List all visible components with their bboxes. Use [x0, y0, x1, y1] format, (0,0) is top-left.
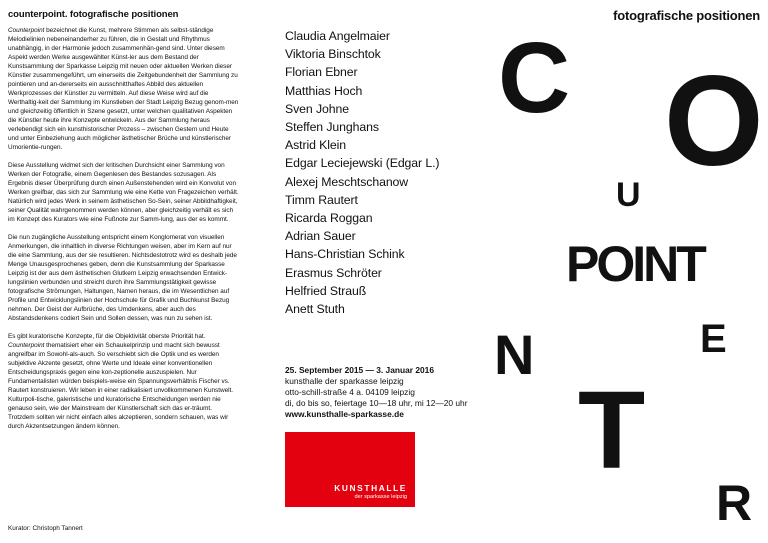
kunsthalle-logo: [285, 432, 415, 507]
artist-name: Claudia Angelmaier: [285, 29, 390, 43]
opening-hours: di, do bis so, feiertage 10—18 uhr, mi 12—20 uhr: [285, 398, 468, 408]
big-letter-c: C: [498, 22, 570, 134]
paragraph-1-text: bezeichnet die Kunst, mehrere Stimmen als selbst-ständige Melodielinien nebeneinanderher zu führen, die in Gestalt und Rhythmus unabhängig, in der Harmonie jedoch zusammenhän-gend sind. Unter diesem Aspekt werden Werke ausgewählter Künst-ler aus dem Bestand der Kunstsammlung der Sparkasse Leipzig mit neuen oder aktuellen Werken dieser Künstler zusammengeführt, um einerseits die Zeitgebundenheit der Sammlung zu pointieren und an-dererseits ein ausschnitthaftes Abbild des aktuellen Werkprozesses der Künstler zu vermitteln. Auf diese Weise wird auf die Werthaltig-keit der Sammlung im Kunstleben der Stadt Leipzig Bezug genom-men und gleichzeitig öffentlich in Szene gesetzt, unter welchen qualitativen Aspekten die Künstler heute ihre Konzepte entwickeln. Aus der Sammlung heraus verlebendigt sich ein kunsthistorischer Prozess – zwischen Gestern und Heute und unter Einbeziehung auch möglicher ästhetischer Brüche und künstlerischer Umorientie-rungen.: [8, 27, 239, 151]
artist-name: Erasmus Schröter: [285, 265, 382, 280]
artist-name: Anett Stuth: [285, 302, 345, 317]
website-link[interactable]: www.kunsthalle-sparkasse.de: [285, 409, 404, 419]
artist-name: Ricarda Roggan: [285, 211, 373, 226]
big-letter-t: T: [578, 369, 645, 492]
artist-name: Hans-Christian Schink: [285, 247, 405, 262]
exhibition-dates: 25. September 2015 — 3. Januar 2016: [285, 365, 434, 375]
artist-name: Matthias Hoch: [285, 83, 363, 98]
curator-credit: Kurator: Christoph Tannert: [8, 525, 83, 532]
cover-title: fotografische positionen: [613, 8, 760, 23]
big-letter-u: U: [616, 176, 640, 214]
paragraph-4-text-a: Es gibt kuratorische Konzepte, für die Objektivität oberste Priorität hat.: [8, 333, 206, 340]
artist-list: [285, 27, 485, 318]
intro-column: [8, 9, 240, 440]
big-letter-n: N: [494, 323, 534, 386]
venue-name: kunsthalle der sparkasse leipzig: [285, 376, 404, 386]
intro-title: counterpoint. fotografische positionen: [8, 9, 179, 20]
artist-name: Viktoria Binschtok: [285, 47, 381, 62]
counterpoint-italic: Counterpoint: [8, 27, 45, 34]
big-letter-o: O: [664, 50, 763, 193]
big-letter-e: E: [700, 317, 726, 361]
artist-name: Alexej Meschtschanow: [285, 174, 409, 189]
artist-name: Sven Johne: [285, 101, 349, 116]
paragraph-4-text-b: thematisiert eher ein Schaukelprinzip und macht sich bewusst angreifbar im Sowohl-als-auch. So verschiebt sich die Optik und es werden subjektive Akzente gesetzt, ohne Werte und Ideale einer konventionellen Entscheidungspraxis gegen eine kon-zeptionelle auszuspielen. Nur Fundamentalisten würden beispiels-weise ein Spannungsverhältnis Fischer vs. Rautert konstruieren. Wir leben in einer radikalisiert unvollkommenen Kunstwelt. Kulturpoli-tische, galeristische und kuratorische Entscheidungen werden nie genauso sein, wie der Mainstream der Künstlerschaft sich das er-träumt. Trotzdem sollten wir nicht einfach alles akzeptieren, sondern schauen, was wir durch Akzentsetzungen ändern können.: [8, 342, 234, 430]
logo-subtitle: der sparkasse leipzig: [354, 494, 407, 500]
artist-name: Helfried Strauß: [285, 283, 367, 298]
artist-name: Florian Ebner: [285, 65, 358, 80]
artist-name: Astrid Klein: [285, 138, 346, 153]
artist-name: Timm Rautert: [285, 192, 358, 207]
exhibition-info: [285, 365, 495, 420]
intro-paragraph-3: Die nun zugängliche Ausstellung entspricht einem Konglomerat von visuellen Anmerkungen, die inhaltlich in diverse Richtungen weisen, aber im Kern auf nur die eine Sammlung, aus der sie resultieren. Nichtsdestotrotz wird es deshalb jede Menge Unausgesprochenes geben, denn die Kunstsammlung der Sparkasse Leipzig ist der aus dem ästhetischen Glutkern Leipzig erwachsenden Entwick-lungslinien verbunden und streicht durch ihre Sammlungstätigkeit gewisse fotografische Strömungen, Haltungen, Namen heraus, die im Wesentlichen auf Profile und Entwicklungslinien der Hochschule für Grafik und Buchkunst Bezug nehmen. Der Geist der Aufbrüche, des Umdenkens, aber auch des Abstandsdenkens codiert Sein und Sollen dessen, was nun zu sehen ist.: [8, 234, 237, 322]
intro-paragraph-4: [8, 332, 240, 431]
big-word-point: POINT: [566, 236, 704, 292]
counterpoint-italic-2: Counterpoint: [8, 342, 45, 349]
logo-name: KUNSTHALLE: [334, 483, 407, 493]
artist-name: Edgar Leciejewski (Edgar L.): [285, 156, 440, 171]
big-letter-r: R: [716, 475, 752, 531]
intro-paragraph-2: Diese Ausstellung widmet sich der kritischen Durchsicht einer Sammlung von Werken der Fotografie, einem Gegenlesen des Bestandes sozusagen. Als Ergebnis dieser Überprüfung durch einen Außenstehenden wird ein Konvolut von Werken greifbar, das sich zur Sammlung wie eine Kette von Fragezeichen verhält. Natürlich wird jedes Werk in seinem ästhetischen So-Sein, seiner Abbildhaftigkeit, seiner Qualität wahrgenommen werden können, aber gleichzeitig verhält es sich im Konzept des Kurators wie eine Fußnote zur Samm-lung, aus der es kommt.: [8, 162, 239, 223]
venue-address: otto-schill-straße 4 a. 04109 leipzig: [285, 387, 415, 397]
intro-paragraph-1: [8, 26, 240, 152]
artist-name: Adrian Sauer: [285, 229, 356, 244]
artist-name: Steffen Junghans: [285, 120, 379, 135]
